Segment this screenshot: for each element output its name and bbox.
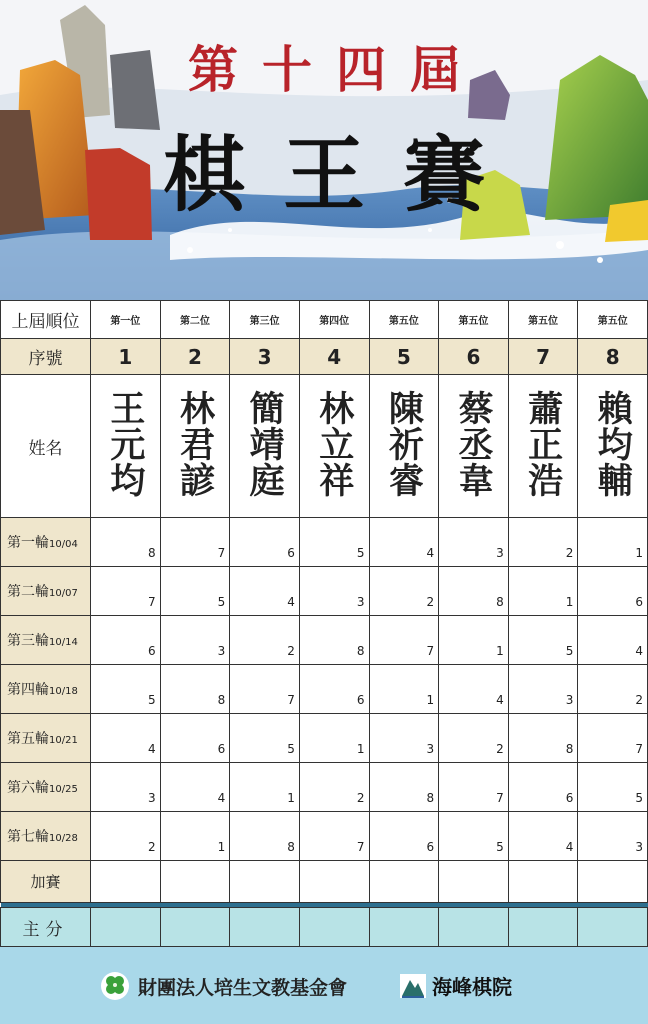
seed-cell: 2 [160, 339, 230, 375]
round-label [1, 714, 91, 763]
opponent-cell: 1 [230, 763, 300, 812]
player-name: 林立祥 [313, 390, 355, 498]
opponent-cell: 6 [369, 812, 439, 861]
score-cell [369, 908, 439, 947]
player-name: 賴均輔 [592, 390, 634, 498]
round-date: 10/04 [49, 539, 78, 550]
player-name-cell [369, 375, 439, 518]
opponent-cell: 8 [160, 665, 230, 714]
opponent-cell: 1 [369, 665, 439, 714]
round-name: 第四輪 [7, 682, 49, 698]
extra-game-row [1, 861, 648, 903]
name-row [1, 375, 648, 518]
opponent-cell: 7 [230, 665, 300, 714]
opponent-cell: 8 [508, 714, 578, 763]
opponent-cell: 5 [230, 714, 300, 763]
previous-rank-row [1, 301, 648, 339]
seed-label: 序號 [1, 339, 91, 375]
pairing-table [0, 300, 648, 986]
previous-rank-cell: 第五位 [578, 301, 648, 339]
opponent-cell: 2 [299, 763, 369, 812]
previous-rank-cell: 第四位 [299, 301, 369, 339]
opponent-cell: 1 [439, 616, 509, 665]
round-name: 第七輪 [7, 829, 49, 845]
opponent-cell: 6 [91, 616, 161, 665]
player-name: 簡靖庭 [244, 390, 286, 498]
score-cell [508, 908, 578, 947]
seed-cell: 5 [369, 339, 439, 375]
round-row [1, 812, 648, 861]
opponent-cell: 2 [230, 616, 300, 665]
opponent-cell: 5 [578, 763, 648, 812]
opponent-cell: 3 [439, 518, 509, 567]
opponent-cell: 7 [160, 518, 230, 567]
round-row [1, 567, 648, 616]
player-name-cell [508, 375, 578, 518]
seed-cell: 3 [230, 339, 300, 375]
opponent-cell: 2 [439, 714, 509, 763]
opponent-cell: 4 [230, 567, 300, 616]
opponent-cell: 8 [230, 812, 300, 861]
player-name-cell [160, 375, 230, 518]
opponent-cell: 6 [160, 714, 230, 763]
opponent-cell: 7 [439, 763, 509, 812]
opponent-cell: 4 [578, 616, 648, 665]
round-name: 第五輪 [7, 731, 49, 747]
seed-cell: 8 [578, 339, 648, 375]
opponent-cell: 2 [578, 665, 648, 714]
extra-game-cell [160, 861, 230, 903]
opponent-cell: 8 [369, 763, 439, 812]
previous-rank-label: 上屆順位 [1, 301, 91, 339]
round-row [1, 616, 648, 665]
opponent-cell: 3 [369, 714, 439, 763]
opponent-cell: 3 [508, 665, 578, 714]
round-date: 10/18 [49, 686, 78, 697]
opponent-cell: 4 [439, 665, 509, 714]
player-name: 蔡丞韋 [452, 390, 494, 498]
round-name: 第三輪 [7, 633, 49, 649]
extra-game-cell [369, 861, 439, 903]
round-label [1, 567, 91, 616]
opponent-cell: 7 [369, 616, 439, 665]
previous-rank-cell: 第二位 [160, 301, 230, 339]
round-label [1, 665, 91, 714]
previous-rank-cell: 第五位 [439, 301, 509, 339]
round-date: 10/14 [49, 637, 78, 648]
opponent-cell: 2 [91, 812, 161, 861]
extra-game-cell [230, 861, 300, 903]
opponent-cell: 6 [299, 665, 369, 714]
round-row [1, 518, 648, 567]
round-name: 第一輪 [7, 535, 49, 551]
round-date: 10/21 [49, 735, 78, 746]
tournament-title: 棋王賽 [162, 127, 523, 223]
round-date: 10/07 [49, 588, 78, 599]
organization-name: 財團法人培生文教基金會 [138, 976, 348, 999]
previous-rank-cell: 第三位 [230, 301, 300, 339]
previous-rank-cell: 第五位 [508, 301, 578, 339]
score-cell [160, 908, 230, 947]
clover-icon [100, 971, 130, 1001]
opponent-cell: 7 [578, 714, 648, 763]
extra-game-cell [508, 861, 578, 903]
opponent-cell: 3 [91, 763, 161, 812]
previous-rank-cell: 第五位 [369, 301, 439, 339]
round-name: 第六輪 [7, 780, 49, 796]
score-row [1, 908, 648, 947]
seed-cell: 1 [91, 339, 161, 375]
round-label [1, 616, 91, 665]
round-row [1, 665, 648, 714]
opponent-cell: 4 [160, 763, 230, 812]
opponent-cell: 1 [299, 714, 369, 763]
opponent-cell: 6 [508, 763, 578, 812]
opponent-cell: 4 [91, 714, 161, 763]
extra-game-cell [91, 861, 161, 903]
edition-title: 第十四屆 [188, 40, 484, 99]
opponent-cell: 5 [299, 518, 369, 567]
header-banner [0, 0, 648, 300]
seed-cell: 4 [299, 339, 369, 375]
round-row [1, 714, 648, 763]
player-name: 林君諺 [174, 390, 216, 498]
round-date: 10/25 [49, 784, 78, 795]
opponent-cell: 4 [508, 812, 578, 861]
extra-game-cell [578, 861, 648, 903]
extra-game-label: 加賽 [1, 861, 91, 903]
opponent-cell: 1 [160, 812, 230, 861]
opponent-cell: 6 [230, 518, 300, 567]
opponent-cell: 8 [439, 567, 509, 616]
school-name: 海峰棋院 [432, 975, 512, 999]
player-name: 蕭正浩 [522, 390, 564, 498]
player-name: 王元均 [104, 390, 146, 498]
name-label: 姓名 [1, 375, 91, 518]
score-cell [578, 908, 648, 947]
opponent-cell: 4 [369, 518, 439, 567]
extra-game-cell [439, 861, 509, 903]
player-name-cell [578, 375, 648, 518]
opponent-cell: 7 [299, 812, 369, 861]
opponent-cell: 1 [578, 518, 648, 567]
opponent-cell: 3 [299, 567, 369, 616]
opponent-cell: 3 [578, 812, 648, 861]
mountain-logo-icon [400, 974, 426, 998]
previous-rank-cell: 第一位 [91, 301, 161, 339]
opponent-cell: 8 [91, 518, 161, 567]
seed-cell: 7 [508, 339, 578, 375]
player-name-cell [299, 375, 369, 518]
score-cell [299, 908, 369, 947]
organization [100, 971, 347, 1001]
extra-game-cell [299, 861, 369, 903]
opponent-cell: 5 [91, 665, 161, 714]
opponent-cell: 2 [508, 518, 578, 567]
player-name-cell [230, 375, 300, 518]
opponent-cell: 3 [160, 616, 230, 665]
opponent-cell: 8 [299, 616, 369, 665]
round-name: 第二輪 [7, 584, 49, 600]
player-name-cell [439, 375, 509, 518]
go-school [400, 971, 512, 1000]
score-label: 主分 [1, 908, 91, 947]
score-cell [439, 908, 509, 947]
player-name-cell [91, 375, 161, 518]
round-label [1, 763, 91, 812]
score-cell [91, 908, 161, 947]
opponent-cell: 5 [160, 567, 230, 616]
round-row [1, 763, 648, 812]
opponent-cell: 5 [508, 616, 578, 665]
opponent-cell: 1 [508, 567, 578, 616]
footer [0, 947, 648, 1024]
player-name: 陳祈睿 [383, 390, 425, 498]
opponent-cell: 7 [91, 567, 161, 616]
opponent-cell: 6 [578, 567, 648, 616]
round-date: 10/28 [49, 833, 78, 844]
seed-row [1, 339, 648, 375]
opponent-cell: 5 [439, 812, 509, 861]
round-label [1, 812, 91, 861]
round-label [1, 518, 91, 567]
score-cell [230, 908, 300, 947]
opponent-cell: 2 [369, 567, 439, 616]
seed-cell: 6 [439, 339, 509, 375]
